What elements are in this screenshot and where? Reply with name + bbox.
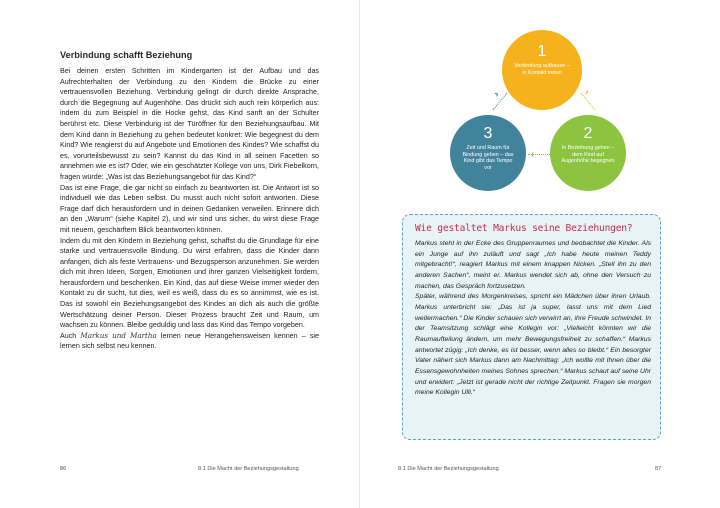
- example-box: [402, 214, 661, 440]
- step-number: 3: [483, 125, 493, 142]
- name-markus: Markus: [80, 330, 108, 340]
- step-circle-3: [450, 115, 526, 191]
- step-circle-2: [550, 115, 626, 191]
- word-und: und: [112, 330, 126, 340]
- step-text: In Beziehung gehen – dem Kind auf Augenhöhe begegnen: [561, 145, 615, 165]
- paragraph-closing: [60, 331, 319, 352]
- running-head-left: 8.1 Die Macht der Beziehungsgestaltung: [198, 466, 299, 472]
- step-number: 2: [583, 125, 593, 142]
- page-number-right: 87: [655, 466, 662, 472]
- box-paragraph: Markus steht in der Ecke des Gruppenraumes und beobachtet die Kinder. Als ein Junge auf ihn zuläuft und sagt „Ich habe heute meinen Teddy mitgebracht!“, reagiert Markus mit einem knappen Nicken. „Stell ihn zu den anderen Sachen“, meint er. Markus wendet sich ab, ohne den Versuch zu machen, das Gespräch fortzusetzen.: [415, 240, 651, 290]
- running-head-right: 8.1 Die Macht der Beziehungsgestaltung: [398, 466, 499, 472]
- box-title: Wie gestaltet Markus seine Beziehungen?: [415, 223, 633, 234]
- section-heading: Verbindung schafft Beziehung: [60, 50, 193, 60]
- step-text: Zeit und Raum für Bindung geben – das Kind gibt das Tempo vor: [462, 145, 514, 171]
- arrow-up-icon: ›: [492, 89, 502, 100]
- closing-prefix: Auch: [60, 331, 77, 340]
- step-circle-1: [502, 30, 582, 110]
- step-text: Verbindung aufbauen – in Kontakt treten: [514, 63, 570, 76]
- closing-suffix: lernen neue Herangehensweisen kennen – sie lernen sich selbst neu kennen.: [60, 331, 319, 351]
- box-paragraph: Später, während des Morgenkreises, spricht ein Mädchen über ihren Urlaub. Markus unterbricht sie: „Das ist ja super, lasst uns mit dem Lied weitermachen.“ Die Kinder schauen sich verwirrt an, ihre Freude schwindet. In der Teamsitzung schlägt eine Kollegin vor: „Vielleicht könnten wir die Raumaufteilung ändern, um mehr Bewegungsfreiheit zu schaffen.“ Markus antwortet zügig: „Ich denke, es ist besser, wenn alles so bleibt.“ Ein besorgter Vater nähert sich Markus dann am Nachmittag: „Ich wollte mit Ihnen über die Essensgewohnheiten meines Sohnes sprechen.“ Markus schaut auf seine Uhr und erwidert: „Jetzt ist gerade nicht der richtige Zeitpunkt. Fragen sie morgen meine Kollegin Ulli.“: [415, 293, 651, 397]
- step-number: 1: [537, 43, 547, 60]
- name-martha: Martha: [130, 330, 157, 340]
- box-text: [415, 239, 651, 399]
- page-number-left: 86: [60, 466, 67, 472]
- arrow-left-icon: ‹: [531, 149, 535, 160]
- paragraph: Indem du mit den Kindern in Beziehung gehst, schaffst du die Grundlage für eine starke und vertrauensvolle Bindung. Du wirst erfahren, dass die Kinder dann anfangen, dich als feste Vertrauens- und Bezugsperson anzunehmen. Sie werden dich mit ihren Ideen, Sorgen, Emotionen und ihrer ganzen Vielseitigkeit fordern, herausfordern und beschenken. Ein Kind, das auf diese Weise immer wieder den Kontakt zu dir sucht, tut dies, weil es weiß, dass du es so annimmst, wie es ist. Das ist sowohl ein Beziehungsangebot des Kindes an dich als auch die größte Wertschätzung deiner Person. Dieser Prozess braucht Zeit und Raum, um wachsen zu können. Bleibe geduldig und lass das Kind das Tempo vorgeben.: [60, 236, 319, 330]
- relationship-cycle-diagram: [445, 25, 655, 210]
- paragraph: Das ist eine Frage, die gar nicht so einfach zu beantworten ist. Die Antwort ist so individuell wie das Leben selbst. Du musst auch nicht sofort antworten. Diese Frage darf dich herausfordern und in deinen Gedanken verweilen. Erinnere dich an den „Warum“ (siehe Kapitel 2), und wir sind uns sicher, du wirst diese Frage mit neuem, geschärftem Blick beantworten können.: [60, 183, 319, 234]
- paragraph: Bei deinen ersten Schritten im Kindergarten ist der Aufbau und das Aufrechterhalten der Verbindung zu den Kindern die Brücke zu einer vertrauensvollen Beziehung. Verbindung gelingt dir durch direkte Ansprache, durch die Begegnung auf Augenhöhe. Das drückt sich auch rein körperlich aus: indem du zum Beispiel in die Hocke gehst, das Kind sanft an der Schulter berührst etc. Diese Verbindung ist der Türöffner für den Beziehungsaufbau. Mit dem Kind dann in Beziehung zu gehen bedeutet konkret: Wie begegnest du dem Kind? Wie reagierst du auf Angebote und Emotionen des Kindes? Wie schaffst du es, vorurteilsbewusst zu sein? Kannst du das Kind in all seinen Facetten so annehmen wie es ist? Oder, wie ein geschätzter Kollege von uns, Dirk Fiebelkorn, fragen würde: „Was ist das Beziehungsangebot für das Kind?“: [60, 67, 319, 181]
- body-text: [60, 66, 319, 352]
- arrow-right-icon: ›: [582, 87, 592, 98]
